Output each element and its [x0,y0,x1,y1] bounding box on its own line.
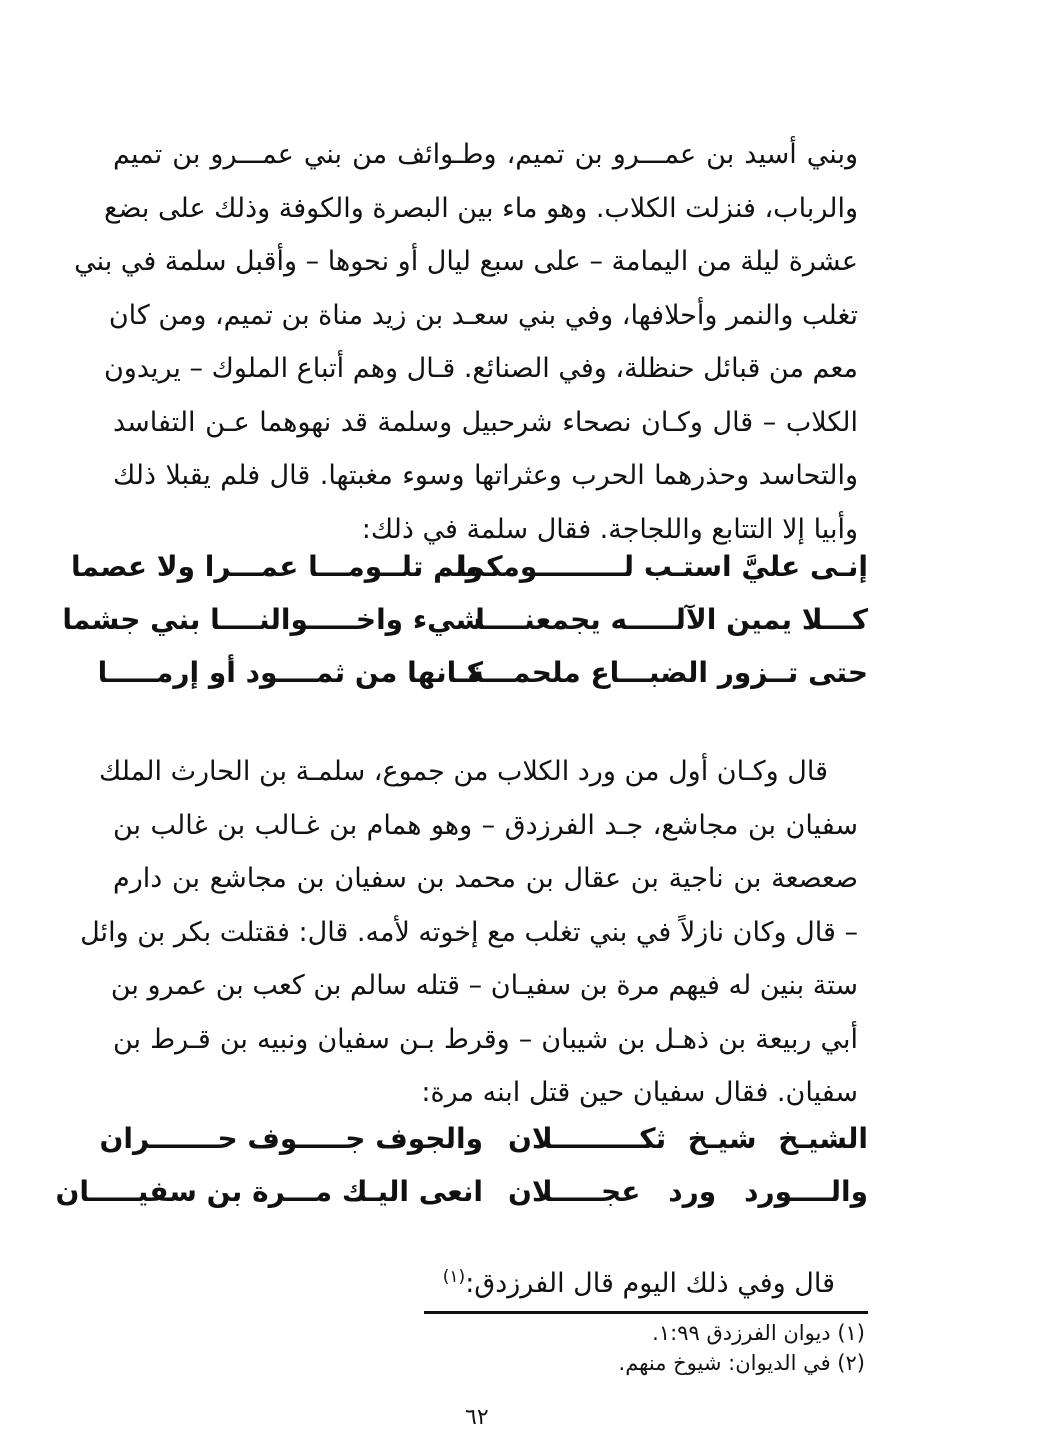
poem-2 [55,1112,868,1218]
footnote-item: (١) ديوان الفرزدق ١:٩٩. [652,1321,865,1345]
verse-second-hemistich: شيء واخـــــوالنــــا بني جشما [62,603,483,636]
footnotes [619,1318,865,1378]
verse-first-hemistich: والــــورد ورد عجـــــلان [508,1175,868,1208]
paragraph-line: وأبيا إلا التتابع واللجاجة. فقال سلمة في ذلك: [361,513,858,545]
page-number: ٦٢ [465,1405,489,1430]
verse-second-hemistich: انعى اليـك مـــرة بن سفيـــــان [55,1175,483,1208]
verse-second-hemistich: والجوف جـــــوف حـــــــران [99,1122,483,1155]
paragraph-line: صعصعة بن ناجية بن عقال بن محمد بن سفيان بن مجاشع بن دارم [113,863,858,894]
paragraph-line: والتحاسد وحذرهما الحرب وعثراتها وسوء مغبتها. قال فلم يقبلا ذلك [113,460,858,491]
paragraph-line: وبني أسيد بن عمـــرو بن تميم، وطـوائف من بني عمـــرو بن تميم [113,139,858,170]
verse-second-hemistich: كـانها من ثمــــود أو إرمـــــا [97,656,483,689]
poem-intro-line [443,1252,835,1309]
paragraph-line: الكلاب – قال وكـان نصحاء شرحبيل وسلمة قد نهوهما عـن التفاسد [113,406,858,438]
verse-first-hemistich: الشيـخ شيـخ ثكـــــــــلان [508,1122,868,1155]
poem-verse [99,1112,868,1165]
paragraph-line: والرباب، فنزلت الكلاب. وهو ماء بين البصرة والكوفة وذلك على بضع [104,192,858,224]
paragraph-line: معم من قبائل حنظلة، وفي الصنائع. قـال وهم أتباع الملوك – يريدون [103,353,858,384]
footnote-marker[interactable]: (١) [442,1267,466,1287]
poem-1 [62,540,868,699]
poem-verse [62,593,868,646]
paragraph-line: عشرة ليلة من اليمامة – على سبع ليال أو نحوها – وأقبل سلمة في بني [74,246,858,277]
paragraph-line: تغلب والنمر وأحلافها، وفي بني سعـد بن زيد مناة بن تميم، ومن كان [108,299,858,331]
paragraph-line: ستة بنين له فيهم مرة بن سفيـان – قتله سالم بن كعب بن عمرو بن [110,970,858,1001]
paragraph-line: سفيان بن مجاشع، جـد الفرزدق – وهو همام بن غـالب بن غالب بن [113,809,858,841]
paragraph-line: قال وكـان أول من ورد الكلاب من جموع، سلمـة بن الحارث الملك [98,756,828,787]
verse-first-hemistich: إنـى عليَّ استـب لـــــــــومكما [456,550,868,583]
paragraph-2 [80,745,858,1120]
verse-first-hemistich: كـــلا يمين الآلـــــه يجمعنــــا [475,603,868,636]
poem-verse [71,540,868,593]
poem-verse [97,646,868,699]
poem-intro-text: قال وفي ذلك اليوم قال الفرزدق: [465,1268,835,1299]
paragraph-line: أبي ربيعة بن ذهـل بن شيبان – وقرط بـن سفيان ونبيه بن قـرط بن [113,1023,858,1055]
paragraph-line: – قال وكان نازلاً في بني تغلب مع إخوته لأمه. قال: فقتلت بكر بن وائل [80,916,858,948]
paragraph-1 [74,128,858,556]
verse-first-hemistich: حتى تــزور الضبـــاع ملحمـــة [467,656,868,689]
verse-second-hemistich: ولم تلــومـــا عمـــرا ولا عصما [71,550,483,583]
paragraph-line: سفيان. فقال سفيان حين قتل ابنه مرة: [421,1077,858,1108]
footnote-divider [424,1311,868,1314]
footnote-item: (٢) في الديوان: شيوخ منهم. [618,1351,865,1375]
poem-verse [55,1165,868,1218]
